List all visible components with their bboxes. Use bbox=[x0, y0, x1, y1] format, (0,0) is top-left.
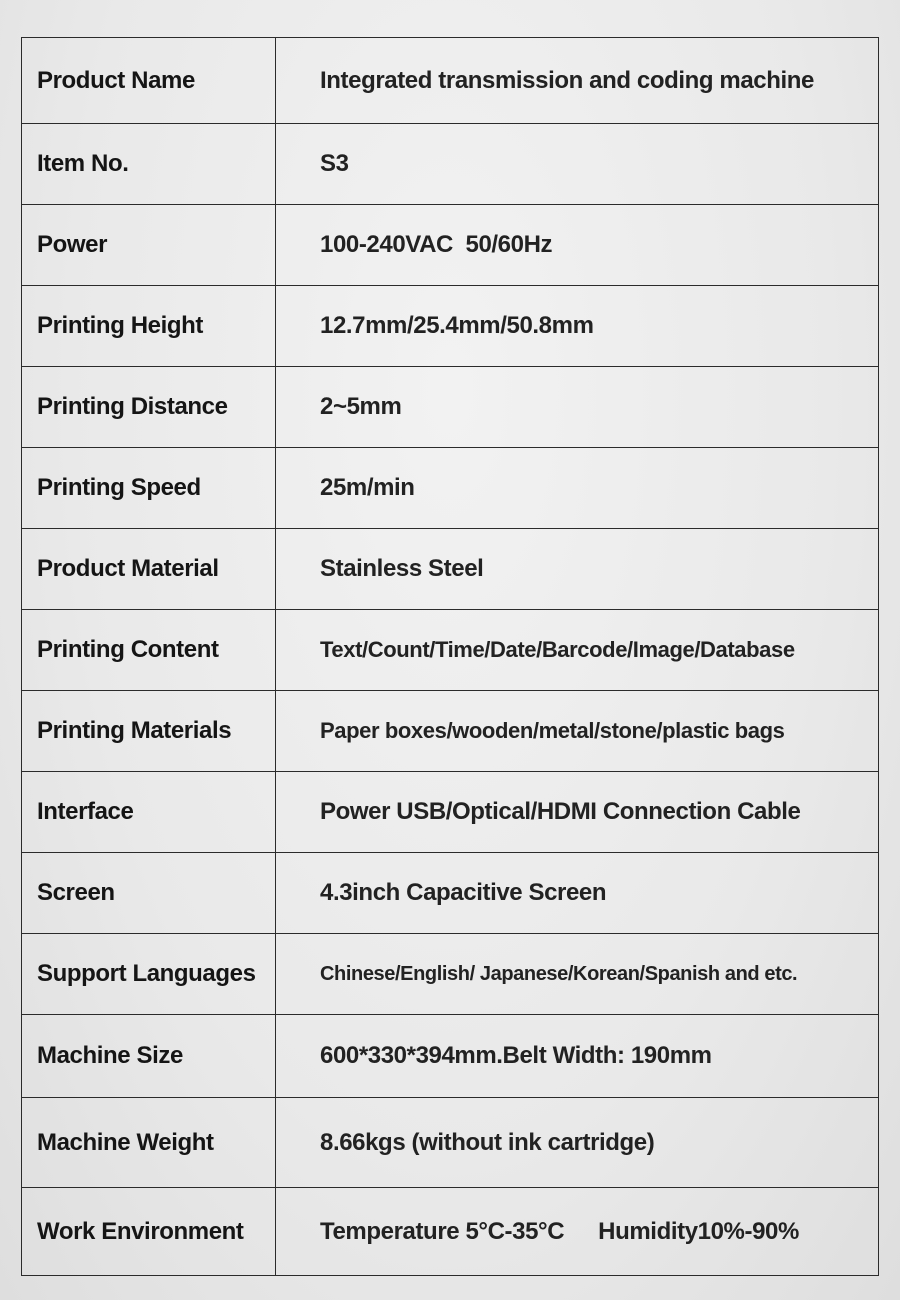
table-row bbox=[22, 529, 879, 610]
table-row bbox=[22, 934, 879, 1015]
spec-label-product-name: Product Name bbox=[22, 38, 276, 124]
spec-label-screen: Screen bbox=[22, 853, 276, 934]
table-row bbox=[22, 205, 879, 286]
spec-label-product-material: Product Material bbox=[22, 529, 276, 610]
table-row bbox=[22, 691, 879, 772]
spec-value-machine-weight: 8.66kgs (without ink cartridge) bbox=[276, 1098, 879, 1188]
table-row bbox=[22, 1098, 879, 1188]
spec-label-support-languages: Support Languages bbox=[22, 934, 276, 1015]
table-row bbox=[22, 448, 879, 529]
spec-value-power: 100-240VAC 50/60Hz bbox=[276, 205, 879, 286]
spec-value-interface: Power USB/Optical/HDMI Connection Cable bbox=[276, 772, 879, 853]
spec-label-printing-distance: Printing Distance bbox=[22, 367, 276, 448]
spec-label-printing-materials: Printing Materials bbox=[22, 691, 276, 772]
spec-value-printing-distance: 2~5mm bbox=[276, 367, 879, 448]
table-row bbox=[22, 286, 879, 367]
spec-value-printing-height: 12.7mm/25.4mm/50.8mm bbox=[276, 286, 879, 367]
spec-value-printing-content: Text/Count/Time/Date/Barcode/Image/Database bbox=[276, 610, 879, 691]
spec-value-humidity: Humidity10%-90% bbox=[598, 1217, 799, 1245]
spec-value-product-name: Integrated transmission and coding machine bbox=[276, 38, 879, 124]
spec-label-printing-speed: Printing Speed bbox=[22, 448, 276, 529]
table-row bbox=[22, 610, 879, 691]
spec-label-interface: Interface bbox=[22, 772, 276, 853]
spec-label-item-no: Item No. bbox=[22, 124, 276, 205]
table-row bbox=[22, 1188, 879, 1276]
spec-table bbox=[21, 37, 879, 1276]
spec-value-work-environment bbox=[276, 1188, 879, 1276]
spec-label-work-environment: Work Environment bbox=[22, 1188, 276, 1276]
table-row bbox=[22, 38, 879, 124]
spec-value-support-languages: Chinese/English/ Japanese/Korean/Spanish and etc. bbox=[276, 934, 879, 1015]
table-row bbox=[22, 772, 879, 853]
spec-label-printing-content: Printing Content bbox=[22, 610, 276, 691]
spec-label-machine-weight: Machine Weight bbox=[22, 1098, 276, 1188]
table-row bbox=[22, 853, 879, 934]
spec-value-screen: 4.3inch Capacitive Screen bbox=[276, 853, 879, 934]
spec-value-item-no: S3 bbox=[276, 124, 879, 205]
spec-value-machine-size: 600*330*394mm.Belt Width: 190mm bbox=[276, 1015, 879, 1098]
spec-label-power: Power bbox=[22, 205, 276, 286]
spec-value-printing-speed: 25m/min bbox=[276, 448, 879, 529]
table-row bbox=[22, 124, 879, 205]
spec-value-printing-materials: Paper boxes/wooden/metal/stone/plastic bags bbox=[276, 691, 879, 772]
spec-label-machine-size: Machine Size bbox=[22, 1015, 276, 1098]
spec-value-product-material: Stainless Steel bbox=[276, 529, 879, 610]
table-row bbox=[22, 1015, 879, 1098]
spec-value-temperature: Temperature 5°C-35°C bbox=[320, 1217, 565, 1245]
spec-label-printing-height: Printing Height bbox=[22, 286, 276, 367]
table-row bbox=[22, 367, 879, 448]
